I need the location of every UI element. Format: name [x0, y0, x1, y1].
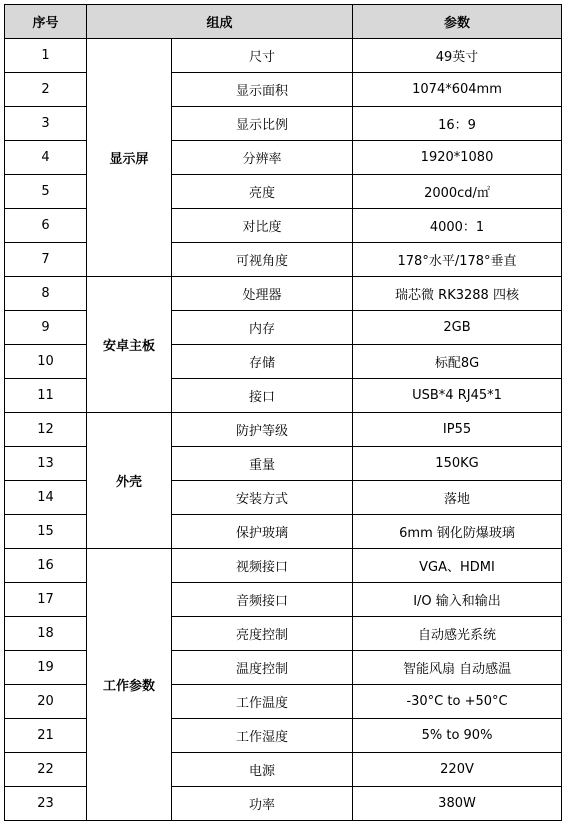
row-item: 对比度: [172, 209, 353, 243]
header-param: 参数: [353, 5, 562, 39]
row-index: 4: [5, 141, 87, 175]
row-item: 重量: [172, 447, 353, 481]
row-value: 6mm 钢化防爆玻璃: [353, 515, 562, 549]
row-index: 11: [5, 379, 87, 413]
row-index: 2: [5, 73, 87, 107]
row-value: 标配8G: [353, 345, 562, 379]
row-value: 瑞芯微 RK3288 四核: [353, 277, 562, 311]
row-value: 4000：1: [353, 209, 562, 243]
row-index: 19: [5, 651, 87, 685]
row-item: 尺寸: [172, 39, 353, 73]
group-name: 显示屏: [87, 39, 172, 277]
row-value: 1074*604mm: [353, 73, 562, 107]
row-index: 20: [5, 685, 87, 719]
row-index: 15: [5, 515, 87, 549]
row-index: 8: [5, 277, 87, 311]
row-index: 22: [5, 753, 87, 787]
row-value: 5% to 90%: [353, 719, 562, 753]
group-name: 安卓主板: [87, 277, 172, 413]
row-item: 工作湿度: [172, 719, 353, 753]
row-index: 14: [5, 481, 87, 515]
row-value: 49英寸: [353, 39, 562, 73]
row-item: 显示比例: [172, 107, 353, 141]
row-item: 防护等级: [172, 413, 353, 447]
row-index: 23: [5, 787, 87, 821]
table-row: [5, 277, 562, 311]
row-value: I/O 输入和输出: [353, 583, 562, 617]
row-value: VGA、HDMI: [353, 549, 562, 583]
row-index: 3: [5, 107, 87, 141]
row-item: 处理器: [172, 277, 353, 311]
table-row: [5, 413, 562, 447]
row-index: 21: [5, 719, 87, 753]
row-index: 5: [5, 175, 87, 209]
row-value: 2000cd/㎡: [353, 175, 562, 209]
row-value: 落地: [353, 481, 562, 515]
row-value: 220V: [353, 753, 562, 787]
row-index: 13: [5, 447, 87, 481]
group-name: 外壳: [87, 413, 172, 549]
row-index: 1: [5, 39, 87, 73]
header-index: 序号: [5, 5, 87, 39]
spec-body: [5, 39, 562, 821]
row-item: 存储: [172, 345, 353, 379]
row-item: 内存: [172, 311, 353, 345]
row-item: 工作温度: [172, 685, 353, 719]
row-item: 显示面积: [172, 73, 353, 107]
row-item: 亮度: [172, 175, 353, 209]
header-row: [5, 5, 562, 39]
row-item: 温度控制: [172, 651, 353, 685]
row-index: 10: [5, 345, 87, 379]
row-index: 6: [5, 209, 87, 243]
row-item: 音频接口: [172, 583, 353, 617]
row-index: 7: [5, 243, 87, 277]
row-value: 2GB: [353, 311, 562, 345]
row-value: 380W: [353, 787, 562, 821]
spec-table: [4, 4, 562, 821]
row-item: 可视角度: [172, 243, 353, 277]
row-index: 12: [5, 413, 87, 447]
row-item: 安装方式: [172, 481, 353, 515]
row-index: 16: [5, 549, 87, 583]
row-index: 17: [5, 583, 87, 617]
row-item: 功率: [172, 787, 353, 821]
table-row: [5, 549, 562, 583]
row-value: 自动感光系统: [353, 617, 562, 651]
row-value: IP55: [353, 413, 562, 447]
row-item: 亮度控制: [172, 617, 353, 651]
table-row: [5, 39, 562, 73]
row-value: 178°水平/178°垂直: [353, 243, 562, 277]
group-name: 工作参数: [87, 549, 172, 821]
row-index: 9: [5, 311, 87, 345]
row-value: 16：9: [353, 107, 562, 141]
row-item: 接口: [172, 379, 353, 413]
header-group: 组成: [87, 5, 353, 39]
row-item: 视频接口: [172, 549, 353, 583]
row-item: 分辨率: [172, 141, 353, 175]
row-index: 18: [5, 617, 87, 651]
row-value: USB*4 RJ45*1: [353, 379, 562, 413]
row-value: -30°C to +50°C: [353, 685, 562, 719]
row-value: 1920*1080: [353, 141, 562, 175]
row-value: 150KG: [353, 447, 562, 481]
row-value: 智能风扇 自动感温: [353, 651, 562, 685]
row-item: 电源: [172, 753, 353, 787]
row-item: 保护玻璃: [172, 515, 353, 549]
